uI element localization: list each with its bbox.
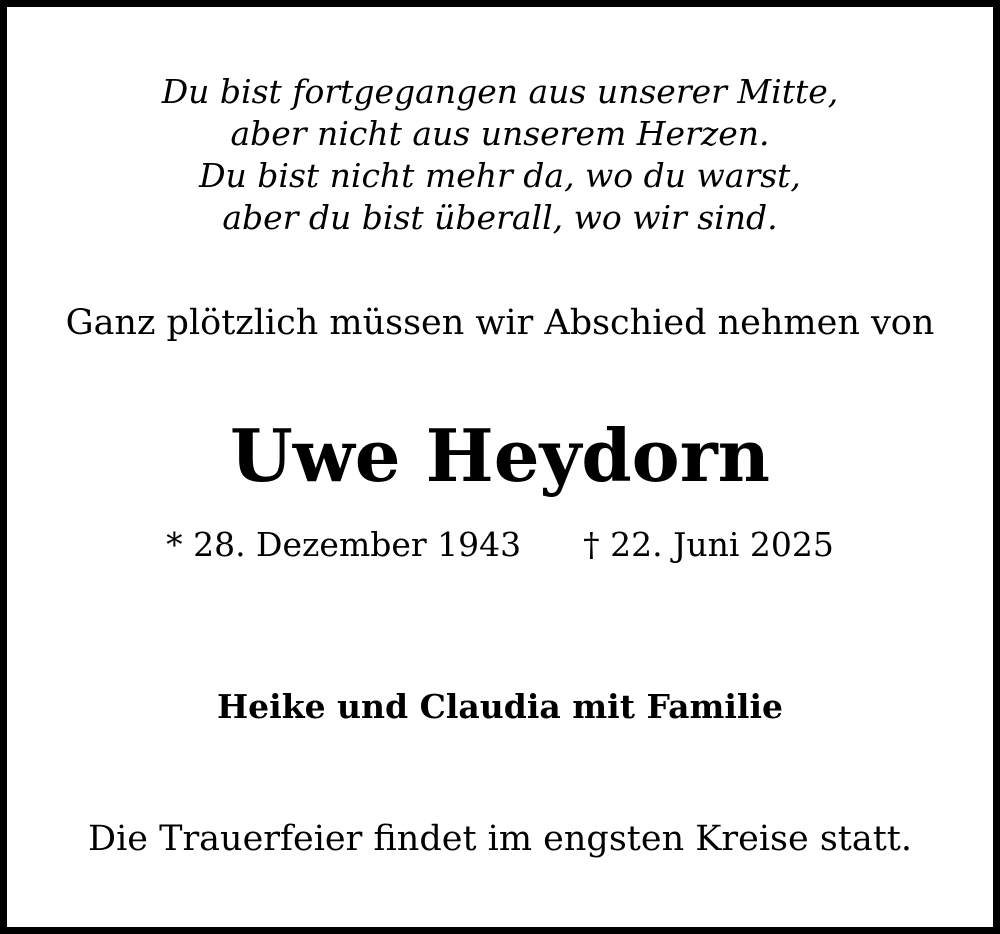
poem-line: aber nicht aus unserem Herzen. [230, 114, 770, 153]
intro-text: Ganz plötzlich müssen wir Abschied nehmen von [65, 303, 935, 343]
poem-line: Du bist fortgegangen aus unserer Mitte, [161, 72, 839, 111]
mourners-signature: Heike und Claudia mit Familie [217, 687, 783, 726]
memorial-poem [7, 71, 993, 239]
life-dates [7, 523, 993, 567]
birth-date: * 28. Dezember 1943 [166, 525, 522, 564]
poem-line: aber du bist überall, wo wir sind. [222, 198, 778, 237]
deceased-name: Uwe Heydorn [230, 413, 770, 498]
funeral-note: Die Trauerfeier findet im engsten Kreise statt. [88, 819, 912, 859]
death-date: † 22. Juni 2025 [583, 525, 834, 564]
poem-line: Du bist nicht mehr da, wo du warst, [199, 156, 801, 195]
